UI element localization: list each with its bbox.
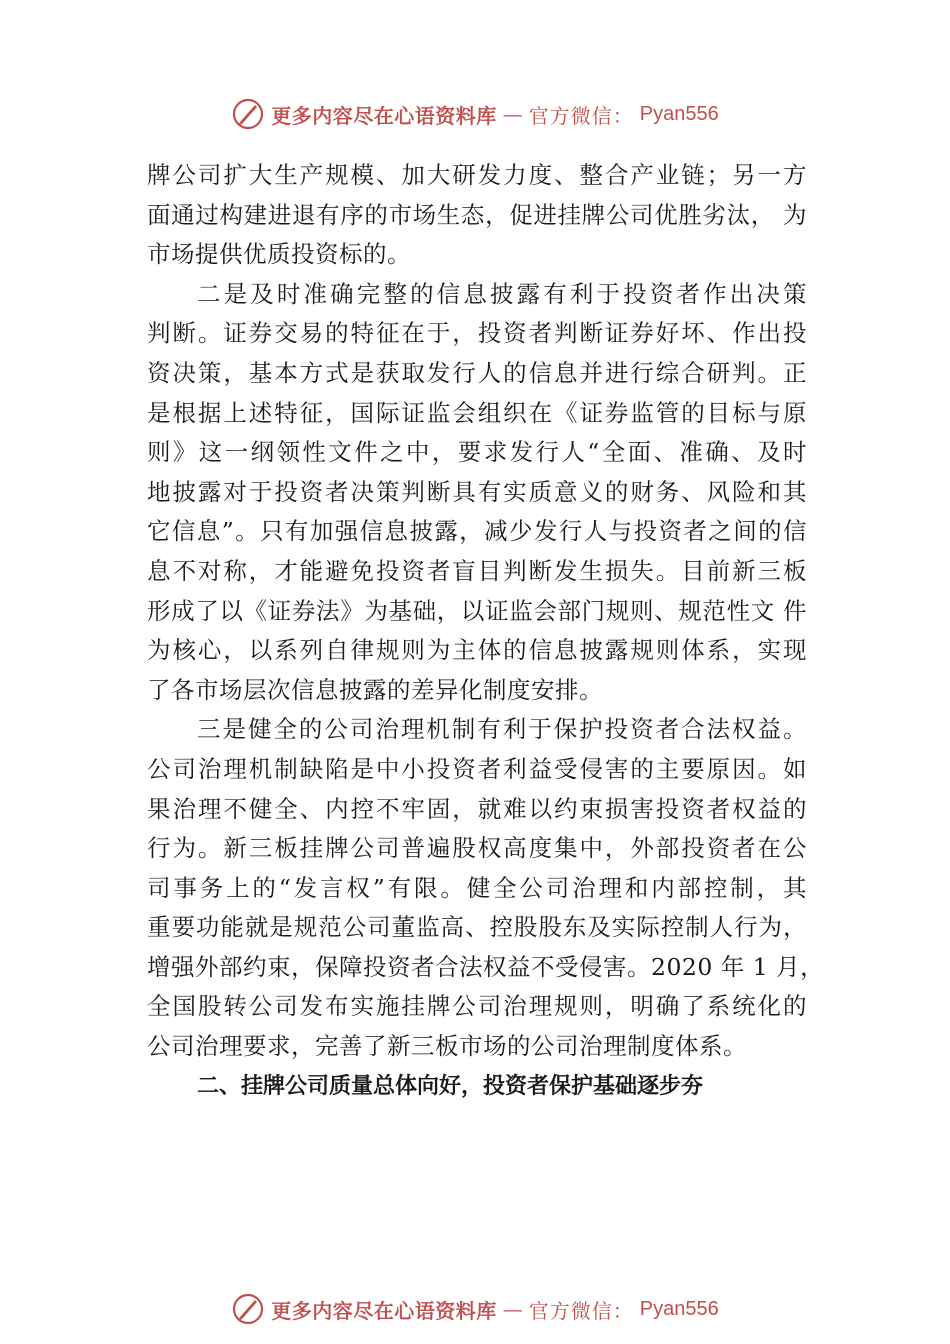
watermark-wechat-id: Pyan556 xyxy=(639,102,719,125)
text-line: 是根据上述特征，国际证监会组织在《证券监管的目标与原 xyxy=(147,398,807,427)
text-line: 市场提供优质投资标的。 xyxy=(147,240,411,269)
text-line: 地披露对于投资者决策判断具有实质意义的财务、风险和其 xyxy=(147,477,807,506)
text-line: 判断。证券交易的特征在于，投资者判断证券好坏、作出投 xyxy=(147,319,807,348)
watermark-header xyxy=(0,94,950,134)
watermark-sub-text: 官方微信： xyxy=(528,103,634,128)
text-line: 为核心，以系列自律规则为主体的信息披露规则体系，实现 xyxy=(147,636,807,665)
text-line: 果治理不健全、内控不牢固，就难以约束损害投资者权益的 xyxy=(147,794,807,823)
paragraph-continuation xyxy=(147,156,807,275)
text-line: 公司治理机制缺陷是中小投资者利益受侵害的主要原因。如 xyxy=(147,754,807,783)
watermark-sub-text: 官方微信： xyxy=(528,1298,634,1323)
text-line: 则》这一纲领性文件之中，要求发行人“全面、准确、及时 xyxy=(147,438,807,467)
section-heading: 二、挂牌公司质量总体向好，投资者保护基础逐步夯 xyxy=(197,1073,704,1099)
text-line: 面通过构建进退有序的市场生态，促进挂牌公司优胜劣汰， 为 xyxy=(147,200,807,229)
text-line: 公司治理要求，完善了新三板市场的公司治理制度体系。 xyxy=(147,1032,747,1061)
text-line: 司事务上的“发言权”有限。健全公司治理和内部控制，其 xyxy=(147,873,807,902)
text-line: 它信息”。只有加强信息披露，减少发行人与投资者之间的信 xyxy=(147,517,807,546)
text-line: 资决策，基本方式是获取发行人的信息并进行综合研判。正 xyxy=(147,358,807,387)
text-line: 重要功能就是规范公司董监高、控股股东及实际控制人行为， xyxy=(147,913,807,942)
text-line: 增强外部约束，保障投资者合法权益不受侵害。2020 年 1 月， xyxy=(147,952,825,981)
watermark-main-text: 更多内容尽在心语资料库 xyxy=(271,1298,497,1323)
text-line: 形成了以《证券法》为基础，以证监会部门规则、规范性文 件 xyxy=(147,596,807,625)
document-body xyxy=(147,156,825,1107)
text-line: 二是及时准确完整的信息披露有利于投资者作出决策 xyxy=(197,279,807,308)
text-line: 牌公司扩大生产规模、加大研发力度、整合产业链；另一方 xyxy=(147,161,807,189)
text-line: 息不对称，才能避免投资者盲目判断发生损失。目前新三板 xyxy=(147,556,807,585)
watermark-wechat-id: Pyan556 xyxy=(639,1297,719,1320)
watermark-dash: — xyxy=(502,1297,523,1321)
quill-logo-icon xyxy=(231,1292,265,1326)
paragraph-disclosure xyxy=(147,275,807,711)
watermark-dash: — xyxy=(502,102,523,126)
text-line: 三是健全的公司治理机制有利于保护投资者合法权益。 xyxy=(197,715,807,744)
text-line: 行为。新三板挂牌公司普遍股权高度集中，外部投资者在公 xyxy=(147,834,807,863)
watermark-main-text: 更多内容尽在心语资料库 xyxy=(271,103,497,128)
text-line: 全国股转公司发布实施挂牌公司治理规则，明确了系统化的 xyxy=(147,992,807,1021)
quill-logo-icon xyxy=(231,97,265,131)
watermark-footer xyxy=(0,1289,950,1329)
text-line: 了各市场层次信息披露的差异化制度安排。 xyxy=(147,675,603,704)
paragraph-governance xyxy=(147,710,825,1066)
